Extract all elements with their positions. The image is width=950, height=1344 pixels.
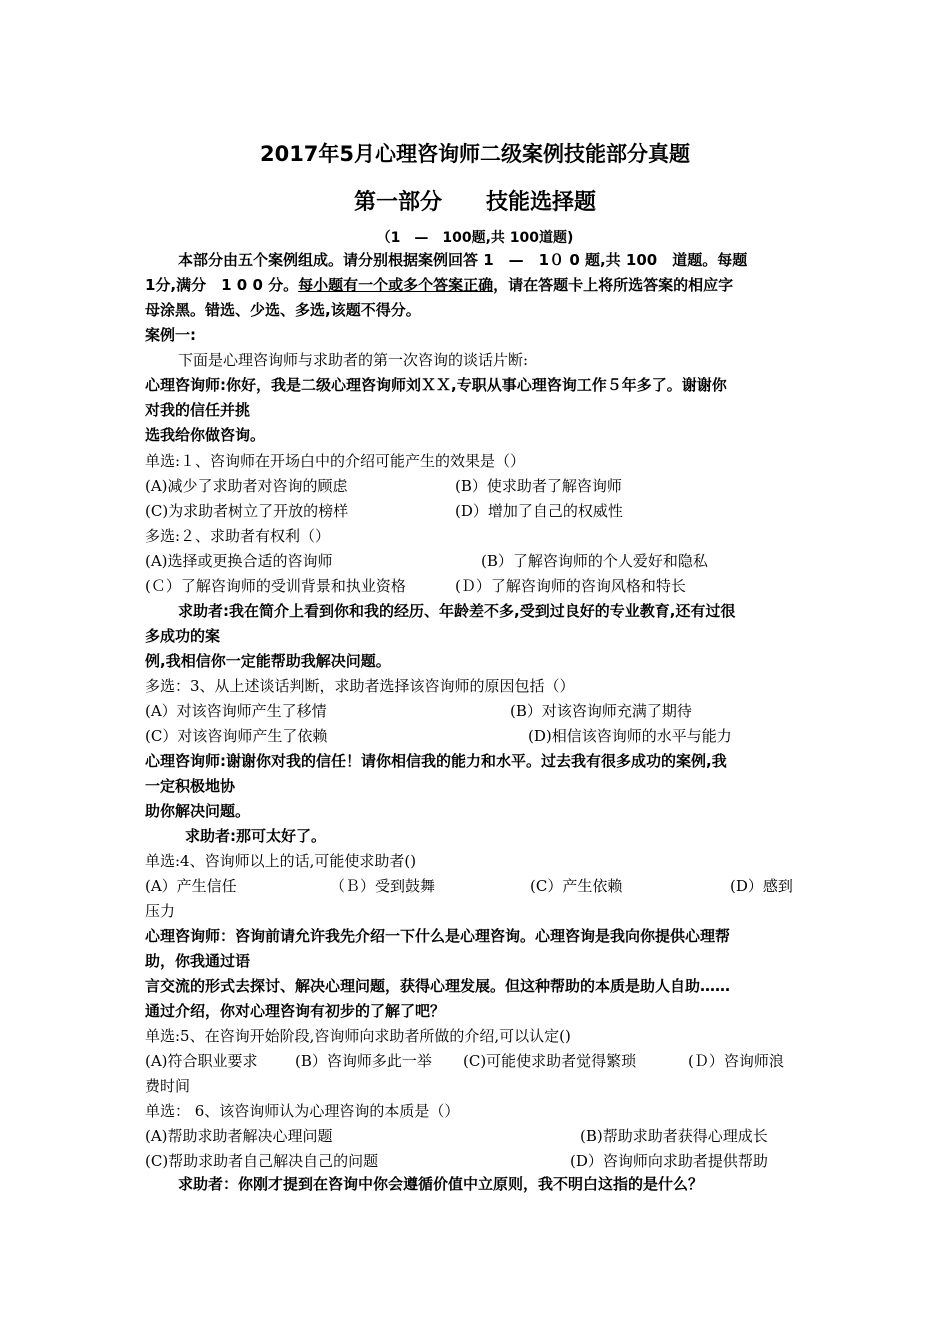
case-label: 案例一: (145, 326, 196, 344)
q1-option-a: (A)减少了求助者对咨询的顾虑 (145, 477, 348, 495)
dialogue-counselor-3d: 通过介绍，你对心理咨询有初步的了解了吧？ (145, 1002, 446, 1020)
q5-option-b: (B）咨询师多此一举 (295, 1052, 432, 1070)
q4-option-a: (A）产生信任 (145, 877, 237, 895)
question-2: 多选:２、求助者有权利（） (145, 527, 331, 545)
question-1: 单选:１、咨询师在开场白中的介绍可能产生的效果是（） (145, 452, 526, 470)
dialogue-client-1b: 多成功的案 (145, 627, 221, 645)
dialogue-counselor-3c: 言交流的形式去探讨、解决心理问题，获得心理发展。但这种帮助的本质是助人自助…… (145, 977, 731, 995)
q3-option-d: (D)相信该咨询师的水平与能力 (528, 727, 732, 745)
dialogue-counselor-2a: 心理咨询师:谢谢你对我的信任！请你相信我的能力和水平。过去我有很多成功的案例,我 (145, 752, 727, 770)
q3-option-c: (C）对该咨询师产生了依赖 (145, 727, 328, 745)
dialogue-client-1c: 例,我相信你一定能帮助我解决问题。 (145, 652, 391, 670)
question-5: 单选:5、在咨询开始阶段,咨询师向求助者所做的介绍,可以认定() (145, 1027, 571, 1045)
dialogue-counselor-3b: 助，你我通过语 (145, 952, 251, 970)
q2-option-c: (Ｃ）了解咨询师的受训背景和执业资格 (145, 577, 406, 595)
intro-line-1: 本部分由五个案例组成。请分别根据案例回答 1 — 1０ 0 题,共 100 道题。每题 (178, 251, 748, 269)
q2-option-b: (B）了解咨询师的个人爱好和隐私 (481, 552, 708, 570)
q5-option-d-wrap: 费时间 (145, 1077, 191, 1095)
q1-option-c: (C)为求助者树立了开放的榜样 (145, 502, 349, 520)
q4-option-d: (D）感到 (730, 877, 793, 895)
q2-option-a: (A)选择或更换合适的咨询师 (145, 552, 333, 570)
q2-option-d: (Ｄ）了解咨询师的咨询风格和特长 (455, 577, 686, 595)
question-6: 单选： 6、该咨询师认为心理咨询的本质是（） (145, 1102, 460, 1120)
dialogue-counselor-1c: 选我给你做咨询。 (145, 426, 266, 444)
dialogue-client-3: 求助者：你刚才提到在咨询中你会遵循价值中立原则，我不明白这指的是什么？ (178, 1175, 704, 1193)
document-title: 2017年5月心理咨询师二级案例技能部分真题 (259, 142, 691, 166)
case-intro: 下面是心理咨询师与求助者的第一次咨询的谈话片断: (178, 351, 529, 369)
question-3: 多选：3、从上述谈话判断，求助者选择该咨询师的原因包括（） (145, 677, 575, 695)
dialogue-counselor-1a: 心理咨询师:你好，我是二级心理咨询师刘ＸＸ,专职从事心理咨询工作５年多了。谢谢你 (145, 376, 727, 394)
q6-option-a: (A)帮助求助者解决心理问题 (145, 1127, 333, 1145)
intro-line-3: 母涂黑。错选、少选、多选,该题不得分。 (145, 301, 421, 319)
intro-line-2: 1分,满分 1 0 0 分。每小题有一个或多个答案正确，请在答题卡上将所选答案的相应字 (145, 276, 734, 294)
q3-option-b: (B）对该咨询师充满了期待 (510, 702, 692, 720)
q1-option-b: (B）使求助者了解咨询师 (455, 477, 622, 495)
intro-emphasis: 每小题有一个或多个答案正确 (298, 276, 494, 294)
q4-option-d-wrap: 压力 (145, 902, 176, 920)
dialogue-client-2: 求助者:那可太好了。 (185, 827, 326, 845)
question-range: （1 — 100题,共 100道题) (376, 230, 574, 246)
q3-option-a: (A）对该咨询师产生了移情 (145, 702, 327, 720)
q5-option-a: (A)符合职业要求 (145, 1052, 258, 1070)
dialogue-counselor-1b: 对我的信任并挑 (145, 401, 251, 419)
q6-option-c: (C)帮助求助者自己解决自己的问题 (145, 1152, 379, 1170)
dialogue-client-1a: 求助者:我在简介上看到你和我的经历、年龄差不多,受到过良好的专业教育,还有过很 (178, 602, 736, 620)
q6-option-d: (D）咨询师向求助者提供帮助 (570, 1152, 768, 1170)
q5-option-d: (Ｄ）咨询师浪 (688, 1052, 784, 1070)
dialogue-counselor-2c: 助你解决问题。 (145, 802, 251, 820)
q6-option-b: (B)帮助求助者获得心理成长 (580, 1127, 768, 1145)
dialogue-counselor-3a: 心理咨询师：咨询前请允许我先介绍一下什么是心理咨询。心理咨询是我向你提供心理帮 (145, 927, 731, 945)
q4-option-b: （Ｂ）受到鼓舞 (330, 877, 436, 895)
q4-option-c: (C）产生依赖 (530, 877, 623, 895)
part-title: 第一部分 技能选择题 (353, 190, 596, 215)
question-4: 单选:4、咨询师以上的话,可能使求助者() (145, 852, 417, 870)
dialogue-counselor-2b: 一定积极地协 (145, 777, 236, 795)
q1-option-d: (D）增加了自己的权威性 (455, 502, 623, 520)
q5-option-c: (C)可能使求助者觉得繁琐 (463, 1052, 637, 1070)
